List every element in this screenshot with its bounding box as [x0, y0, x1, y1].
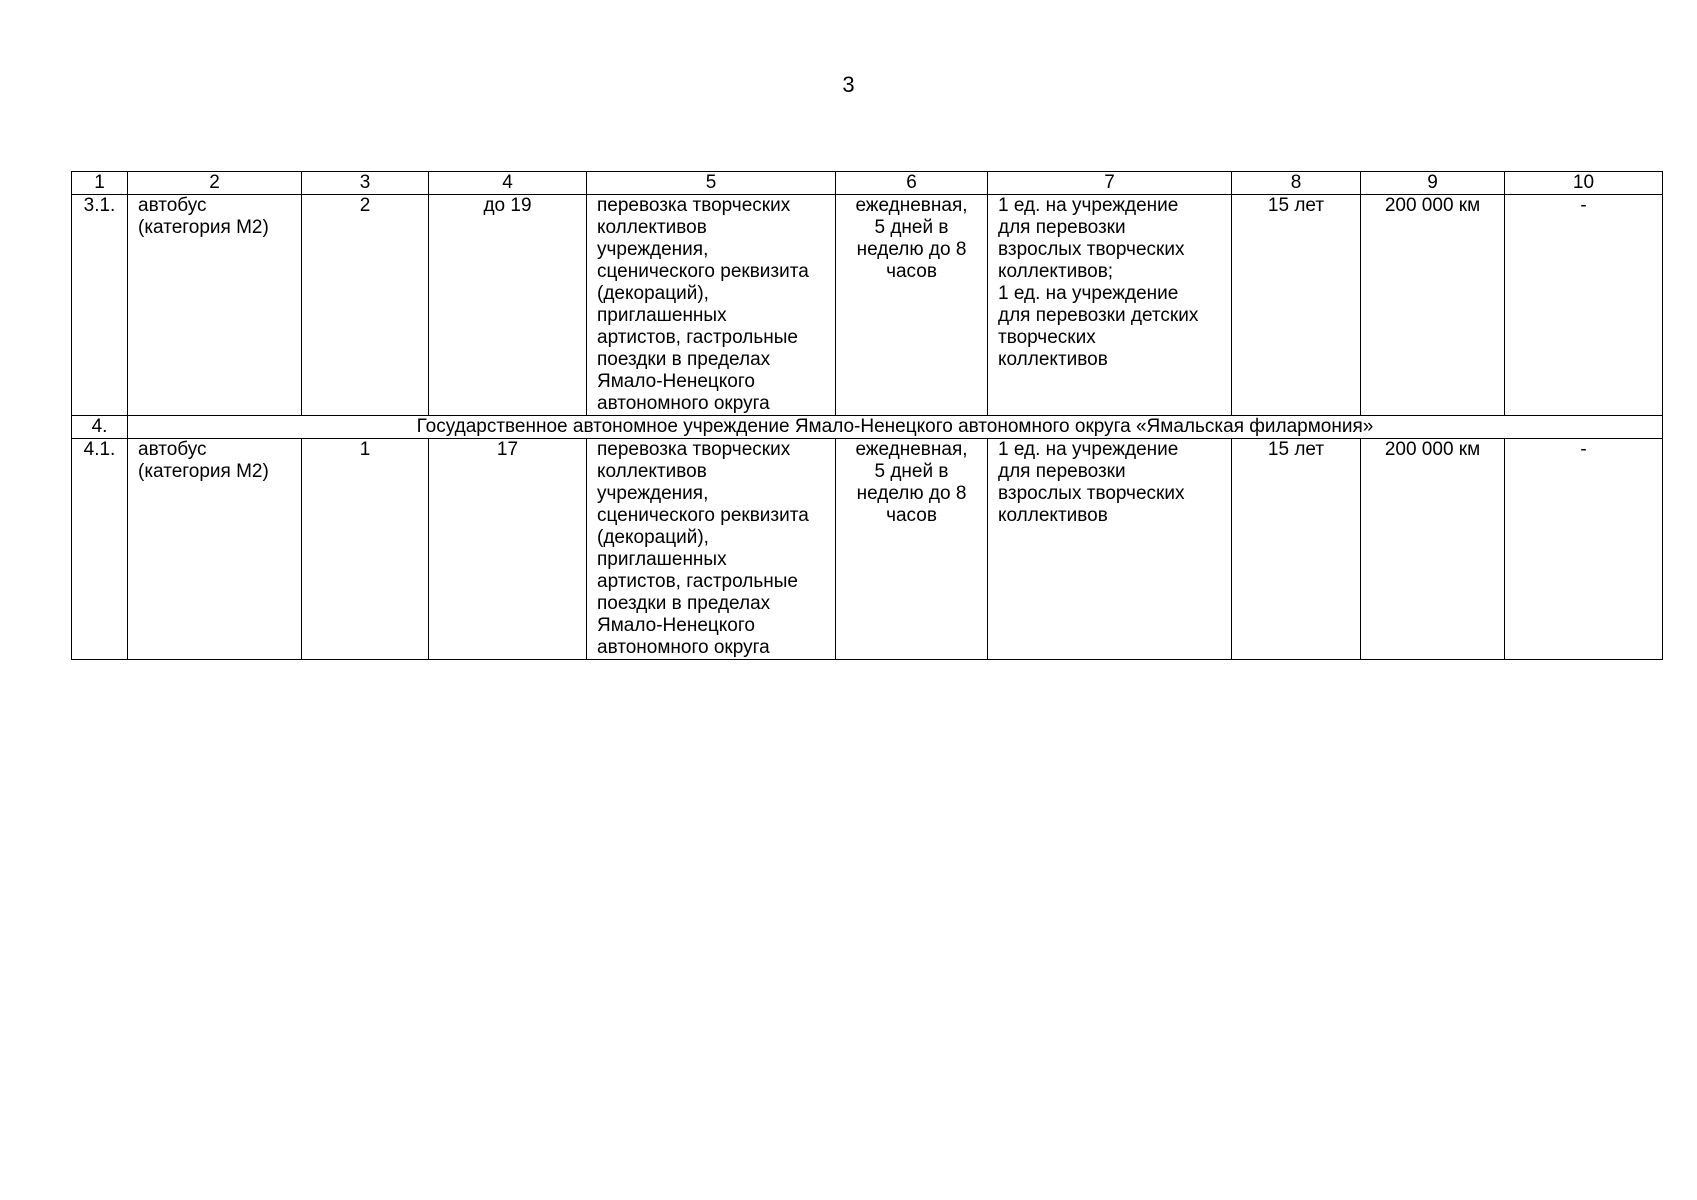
- note: -: [1505, 439, 1663, 660]
- column-number-5: 5: [587, 172, 836, 195]
- vehicle-norms-table: [71, 171, 1663, 660]
- usage-mode: ежедневная, 5 дней в неделю до 8 часов: [836, 439, 988, 660]
- column-number-row: [72, 172, 1663, 195]
- usage-purpose: перевозка творческих коллективов учреждения, сценического реквизита (декораций), приглашенных артистов, гастрольные поездки в пределах Ямало-Ненецкого автономного округа: [587, 195, 836, 416]
- table-row: [72, 439, 1663, 660]
- allocation-norm: 1 ед. на учреждение для перевозки взрослых творческих коллективов; 1 ед. на учреждение для перевозки детских творческих коллективов: [988, 195, 1232, 416]
- vehicle-type: автобус (категория M2): [128, 439, 302, 660]
- section-number: 4.: [72, 416, 128, 439]
- column-number-1: 1: [72, 172, 128, 195]
- column-number-9: 9: [1361, 172, 1505, 195]
- vehicle-quantity: 2: [302, 195, 429, 416]
- allocation-norm: 1 ед. на учреждение для перевозки взрослых творческих коллективов: [988, 439, 1232, 660]
- page-number: 3: [842, 72, 855, 97]
- column-number-10: 10: [1505, 172, 1663, 195]
- table-row: [72, 195, 1663, 416]
- note: -: [1505, 195, 1663, 416]
- seat-count: до 19: [429, 195, 587, 416]
- column-number-3: 3: [302, 172, 429, 195]
- service-term: 15 лет: [1232, 195, 1361, 416]
- column-number-7: 7: [988, 172, 1232, 195]
- vehicle-type: автобус (категория M2): [128, 195, 302, 416]
- section-title: Государственное автономное учреждение Ямало-Ненецкого автономного округа «Ямальская филармония»: [128, 416, 1663, 439]
- column-number-2: 2: [128, 172, 302, 195]
- mileage-limit: 200 000 км: [1361, 439, 1505, 660]
- service-term: 15 лет: [1232, 439, 1361, 660]
- column-number-8: 8: [1232, 172, 1361, 195]
- usage-purpose: перевозка творческих коллективов учреждения, сценического реквизита (декораций), приглашенных артистов, гастрольные поездки в пределах Ямало-Ненецкого автономного округа: [587, 439, 836, 660]
- usage-mode: ежедневная, 5 дней в неделю до 8 часов: [836, 195, 988, 416]
- column-number-6: 6: [836, 172, 988, 195]
- row-number: 3.1.: [72, 195, 128, 416]
- mileage-limit: 200 000 км: [1361, 195, 1505, 416]
- seat-count: 17: [429, 439, 587, 660]
- column-number-4: 4: [429, 172, 587, 195]
- row-number: 4.1.: [72, 439, 128, 660]
- vehicle-quantity: 1: [302, 439, 429, 660]
- section-row: [72, 416, 1663, 439]
